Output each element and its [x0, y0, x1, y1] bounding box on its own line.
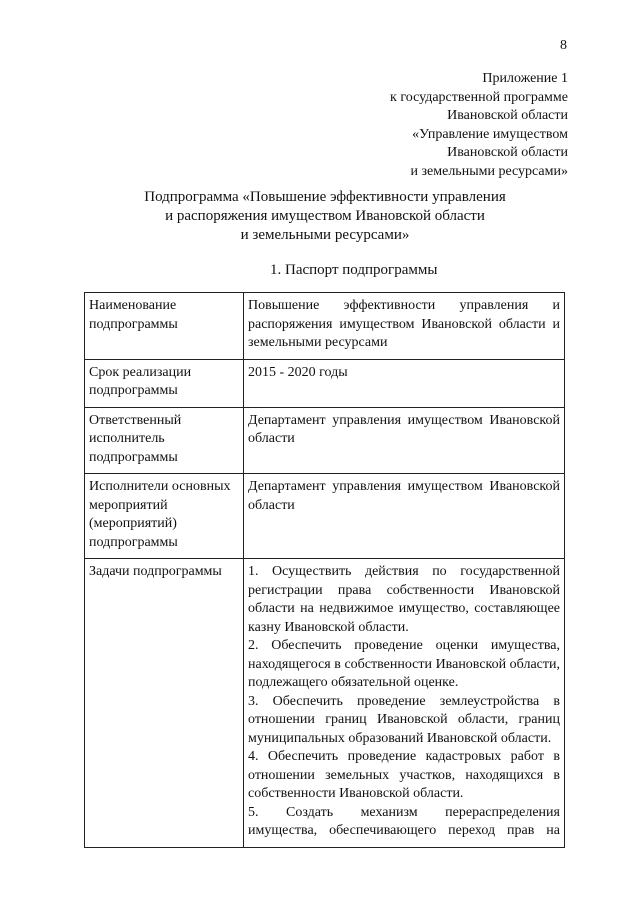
table-row	[85, 359, 565, 407]
table-row	[85, 559, 565, 848]
appendix-line: и земельными ресурсами»	[410, 163, 568, 179]
row-label: Ответственный исполнитель подпрограммы	[85, 407, 244, 474]
title-line: Подпрограмма «Повышение эффективности управления	[144, 189, 506, 205]
appendix-line: Ивановской области	[447, 145, 568, 160]
page-number: 8	[560, 38, 567, 53]
row-value: Повышение эффективности управления и распоряжения имуществом Ивановской области и земельными ресурсами	[244, 293, 565, 360]
table-row	[85, 474, 565, 559]
row-label: Задачи подпрограммы	[85, 559, 244, 848]
row-label: Наименование подпрограммы	[85, 293, 244, 360]
row-label: Срок реализации подпрограммы	[85, 359, 244, 407]
row-value: Департамент управления имуществом Ивановской области	[244, 407, 565, 474]
row-label: Исполнители основных мероприятий (мероприятий) подпрограммы	[85, 474, 244, 559]
appendix-line: к государственной программе	[390, 89, 568, 105]
task-item: 5. Создать механизм перераспределения имущества, обеспечивающего переход прав на	[248, 804, 560, 838]
title-line: и земельными ресурсами»	[240, 227, 410, 243]
title-line: и распоряжения имуществом Ивановской области	[165, 208, 485, 224]
passport-table	[84, 292, 565, 848]
row-value: 2015 - 2020 годы	[244, 359, 565, 407]
section-heading: 1. Паспорт подпрограммы	[270, 262, 438, 278]
table-row	[85, 407, 565, 474]
task-item: 2. Обеспечить проведение оценки имущества, находящегося в собственности Ивановской области, подлежащего обязательной оценке.	[248, 638, 560, 690]
task-item: 1. Осуществить действия по государственной регистрации права собственности Ивановской области на недвижимое имущество, составляющее казну Ивановской области.	[248, 564, 560, 635]
task-item: 3. Обеспечить проведение землеустройства в отношении границ Ивановской области, границ муниципальных образований Ивановской области.	[248, 693, 560, 746]
subprogram-title	[90, 188, 560, 245]
appendix-line: «Управление имуществом	[412, 126, 568, 142]
row-value: Департамент управления имуществом Ивановской области	[244, 474, 565, 559]
tasks-list	[244, 559, 565, 848]
appendix-line: Ивановской области	[447, 108, 568, 123]
task-item: 4. Обеспечить проведение кадастровых работ в отношении земельных участков, находящихся в собственности Ивановской области.	[248, 749, 560, 801]
appendix-header	[268, 70, 568, 181]
appendix-line: Приложение 1	[482, 71, 568, 86]
table-row	[85, 293, 565, 360]
